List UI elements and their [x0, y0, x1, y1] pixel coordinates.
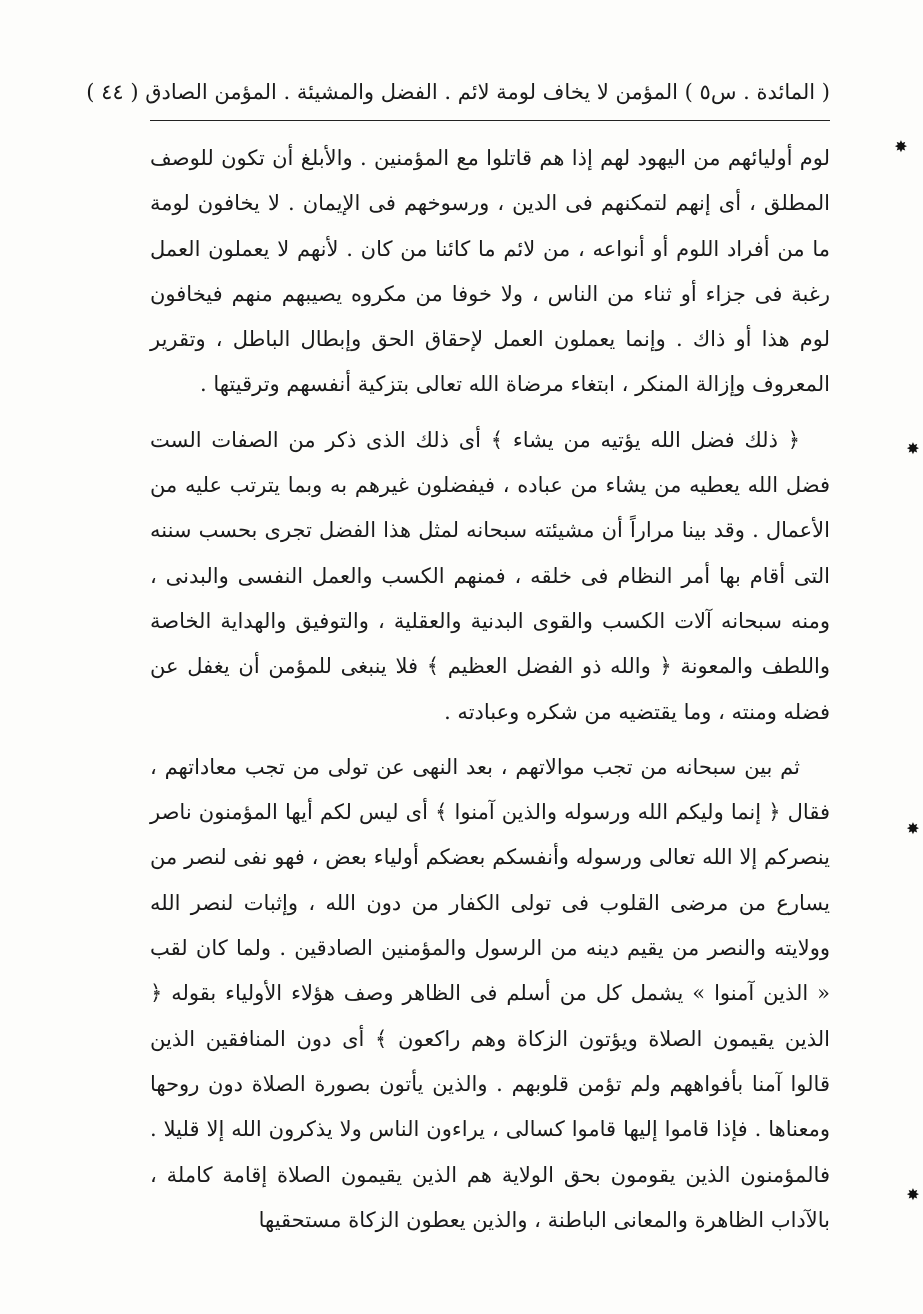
paragraph-3: ثم بين سبحانه من تجب موالاتهم ، بعد النهى عن تولى من تجب معاداتهم ، فقال ﴿ إنما وليكم الله ورسوله والذين آمنوا ﴾ أى ليس لكم أيها المؤمنون ناصر ينصركم إلا الله تعالى ورسوله وأنفسكم بعضكم أولياء بعض ، فهو نفى لنصر من يسارع من مرضى القلوب فى تولى الكفار من دون الله ، وإثبات لنصر الله وولايته والنصر من يقيم دينه من الرسول والمؤمنين الصادقين . ولما كان لقب « الذين آمنوا » يشمل كل من أسلم فى الظاهر وصف هؤلاء الأولياء بقوله ﴿ الذين يقيمون الصلاة ويؤتون الزكاة وهم راكعون ﴾ أى دون المنافقين الذين قالوا آمنا بأفواههم ولم تؤمن قلوبهم . والذين يأتون بصورة الصلاة دون روحها ومعناها . فإذا قاموا إليها قاموا كسالى ، يراءون الناس ولا يذكرون الله إلا قليلا . فالمؤمنون الذين يقومون بحق الولاية هم الذين يقيمون الصلاة إقامة كاملة ، بالآداب الظاهرة والمعانى الباطنة ، والذين يعطون الزكاة مستحقيها — [150, 754, 830, 1232]
header-divider — [150, 120, 830, 121]
paragraph-1: لوم أوليائهم من اليهود لهم إذا هم قاتلوا مع المؤمنين . والأبلغ أن تكون للوصف المطلق ، أى إنهم لتمكنهم فى الدين ، ورسوخهم فى الإيمان . لا يخافون لومة ما من أفراد اللوم أو أنواعه ، من لائم ما كائنا من كان . لأنهم لا يعملون العمل رغبة فى جزاء أو ثناء من الناس ، ولا خوفا من مكروه يصيبهم منهم فيخافون لوم هذا أو ذاك . وإنما يعملون العمل لإحقاق الحق وإبطال الباطل ، وتقرير المعروف وإزالة المنكر ، ابتغاء مرضاة الله تعالى بتزكية أنفسهم وترقيتها . — [150, 146, 830, 397]
paragraph-2: ﴿ ذلك فضل الله يؤتيه من يشاء ﴾ أى ذلك الذى ذكر من الصفات الست فضل الله يعطيه من يشاء من عباده ، فيفضلون غيرهم به وبما يترتب عليه من الأعمال . وقد بينا مراراً أن مشيئته سبحانه لمثل هذا الفضل تجرى بحسب سننه التى أقام بها أمر النظام فى خلقه ، فمنهم الكسب والعمل النفسى والبدنى ، ومنه سبحانه آلات الكسب والقوى البدنية والعقلية ، والتوفيق والهداية الخاصة واللطف والمعونة ﴿ والله ذو الفضل العظيم ﴾ فلا ينبغى للمؤمن أن يغفل عن فضله ومنته ، وما يقتضيه من شكره وعبادته . — [150, 427, 830, 724]
margin-flower-icon: ✸ — [894, 137, 908, 156]
body-text — [150, 136, 830, 1243]
margin-flower-icon: ✸ — [906, 1185, 920, 1204]
running-header: ( المائدة . س٥ ) المؤمن لا يخاف لومة لائم . الفضل والمشيئة . المؤمن الصادق ( ٤٤ ) — [86, 80, 830, 104]
margin-flower-icon: ✸ — [906, 819, 920, 838]
margin-flower-icon: ✸ — [906, 439, 920, 458]
